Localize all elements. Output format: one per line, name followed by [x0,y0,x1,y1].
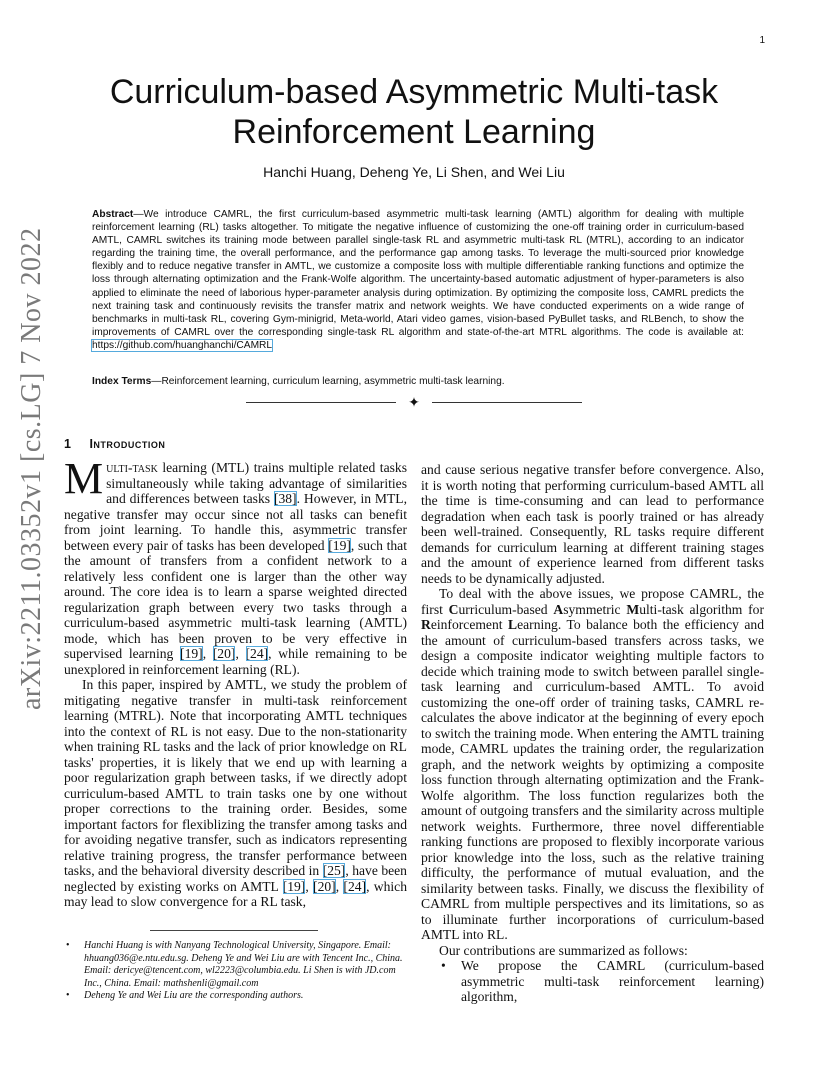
footnotes [64,940,407,1003]
code-link[interactable]: https://github.com/huanghanchi/CAMRL [92,339,273,351]
text-span: , have been neglected by existing works on AMTL [64,863,407,894]
section-title: Introduction [89,437,166,451]
author-list: Hanchi Huang, Deheng Ye, Li Shen, and Wei Liu [263,164,565,180]
intro-paragraph-3: and cause serious negative transfer before convergence. Also, it is worth noting that performing curriculum-based AMTL all the time is time-consuming and can lead to performance degradation when each task is poorly trained or has already been well-trained. Consequently, RL tasks require different demands for curriculum learning at different training stages and the amount of experience learned from different tasks needs to be dynamically adjusted. [421,462,764,586]
citation-link[interactable]: [19] [180,646,203,661]
text-span: . However, in MTL, negative transfer may occur since not all tasks can benefit from joint learning. To handle this, asymmetric transfer between every pair of tasks has been developed [64,491,408,553]
contribution-item: • We propose the CAMRL (curriculum-based asymmetric multi-task reinforcement learning) algorithm, [461,958,764,1005]
acronym-letter: L [508,617,518,632]
intro-paragraph-2: In this paper, inspired by AMTL, we study the problem of mitigating negative transfer in multi-task reinforcement learning (MTRL). Note that incorporating AMTL techniques into the context of RL is not easy. Due to the non-stationarity when training RL tasks and the lack of prior knowledge on RL tasks' properties, it is likely that we end up with learning a poor regularization graph between tasks, if we directly adopt curriculum-based AMTL to train tasks one by one without proper corrections to the training order. Besides, some important factors for flexiblizing the transfer among tasks and for avoiding negative transfer, such as indicators representing relative training progress, the transfer performance between tasks, and the behavioral diversity described in [25], have been neglected by existing works on AMTL [19], [20], [24], which may lead to slow convergence for a RL task, [64,677,408,909]
acronym-letter: C [448,601,459,617]
citation-link[interactable]: [19] [328,537,351,553]
footnote-item: • Deheng Ye and Wei Liu are the corresponding authors. [84,990,407,1003]
text-span: earning. To balance both the efficiency and the amount of curriculum-based transfers across tasks, we design a composite indicator weighting multiple factors to decide which training mode to switch between parallel single-task learning and curriculum-based AMTL. To avoid customizing the one-off order of training tasks, CAMRL re-calculates the above indicator at the beginning of every epoch to switch the training mode. When entering the AMTL training mode, CAMRL updates the training order, the regularization graph, and the network weights by optimizing a composite loss function through alternating optimization and the Frank-Wolfe algorithm. The loss function regularizes both the amount of outgoing transfers and the similarity across multiple network weights. Furthermore, three novel differentiable ranking functions are proposed to flexibly incorporate various prior knowledge into the loss, such as the relative training difficulty, the performance of mutual evaluation, and the similarity between tasks. Finally, we discuss the flexibility of CAMRL from multiple perspectives and its limitations, so as to illuminate further incorporations of curriculum-based AMTL into RL. [421,617,765,942]
acronym-letter: R [421,617,431,632]
text-span: In this paper, inspired by AMTL, we study the problem of mitigating negative transfer in multi-task reinforcement learning (MTRL). Note that incorporating AMTL techniques into the context of RL is not easy. Due to the non-stationarity when training RL tasks and the lack of prior knowledge on RL tasks' properties, it is likely that we end up with learning a poor regularization graph between tasks, if we directly adopt curriculum-based AMTL to train tasks one by one without proper corrections to the training order. Besides, some important factors for flexiblizing the transfer among tasks and for avoiding negative transfer, such as indicators representing relative training progress, the transfer performance between tasks, and the behavioral diversity described in [64,677,407,878]
contribution-list [421,958,764,1005]
intro-paragraph-5: Our contributions are summarized as follows: [439,942,688,958]
divider-diamond-icon: ✦ [408,396,420,411]
title-line-2: Reinforcement Learning [232,113,596,151]
intro-paragraph-4 [421,586,764,943]
citation-link[interactable]: [19] [282,878,306,894]
arxiv-identifier: arXiv:2211.03352v1 [cs.LG] 7 Nov 2022 [16,227,47,710]
text-span: , such that the amount of transfers from a confident network to a relatively less confident one is larger than the other way around. The core idea is to learn a sparse weighted directed regularization graph between every two tasks through a curriculum-based asymmetric multi-task learning (AMTL) mode, which has been proven to be very effective in supervised learning [64,537,407,661]
text-span: einforcement [430,617,509,632]
citation-link[interactable]: [25] [322,863,346,878]
section-number: 1 [64,437,72,451]
section-heading [64,437,165,451]
abstract-label: Abstract [92,209,134,220]
smallcaps-lead: ulti-task [106,460,158,475]
index-terms-text: —Reinforcement learning, curriculum learning, asymmetric multi-task learning. [151,376,505,387]
text-span: urriculum-based [458,601,554,617]
text-span: ulti-task algorithm for [639,601,764,617]
paper-title [80,72,748,152]
acronym-letter: A [553,601,564,617]
left-column [64,454,408,910]
index-terms-label: Index Terms [92,376,152,387]
page-number: 1 [759,35,765,46]
intro-paragraph-1: Multi-task learning (MTL) trains multiple related tasks simultaneously while taking advantage of similarities and differences between tasks [38]. However, in MTL, negative transfer may occur since not all tasks can benefit from joint learning. To handle this, asymmetric transfer between every pair of tasks has been developed [19], such that the amount of transfers from a confident network to a relatively less confident one is larger than the other way around. The core idea is to learn a sparse weighted directed regularization graph between every two tasks through a curriculum-based asymmetric multi-task learning (AMTL) mode, which has been proven to be very effective in supervised learning [19], [20], [24], while remaining to be unexplored in reinforcement learning (RL). [64,454,408,677]
text-span: learning (MTL) trains multiple related tasks simultaneously while taking advantage of similarities and differences between tasks [106,460,407,506]
text-span: symmetric [563,601,627,617]
footnote-rule [150,930,318,931]
section-divider [246,396,582,412]
text-span: , while remaining to be unexplored in reinforcement learning (RL). [64,646,407,677]
title-line-1: Curriculum-based Asymmetric Multi-task [109,73,719,111]
citation-link[interactable]: [20] [313,878,336,894]
acronym-letter: M [626,601,640,617]
citation-link[interactable]: [38] [273,491,297,506]
right-column [421,462,764,1005]
index-terms [92,376,744,387]
citation-link[interactable]: [20] [212,646,236,661]
citation-link[interactable]: [24] [343,878,367,894]
abstract [92,208,744,352]
footnote-item: • Hanchi Huang is with Nanyang Technological University, Singapore. Email: hhuang036@e.ntu.edu.sg. Deheng Ye and Wei Liu are with Tencent Inc., China. Email: dericye@tencent.com, wl2223@columbia.edu. Li Shen is with JD.com Inc., China. Email: mathshenli@gmail.com [84,940,407,990]
drop-cap: M [64,454,104,503]
abstract-text: —We introduce CAMRL, the first curriculum-based asymmetric multi-task learning (AMTL) algorithm for dealing with multiple reinforcement learning (RL) tasks altogether. To mitigate the negative influence of customizing the one-off training order in curriculum-based AMTL, CAMRL switches its training mode between parallel single-task RL and asymmetric multi-task RL (MTRL), according to an indicator regarding the training time, the overall performance, and the performance gap among tasks. To leverage the multi-sourced prior knowledge flexibly and to reduce negative transfer in AMTL, we customize a composite loss with multiple differentiable ranking functions and optimize the loss through alternating optimization and the Frank-Wolfe algorithm. The uncertainty-based automatic adjustment of hyper-parameters is also applied to eliminate the need of laborious hyper-parameter analysis during optimization. By optimizing the composite loss, CAMRL predicts the next training task and continuously revisits the transfer matrix and network weights. We have conducted experiments on a wide range of benchmarks in multi-task RL, covering Gym-minigrid, Meta-world, Atari video games, vision-based PyBullet tasks, and RLBench, to show the improvements of CAMRL over the corresponding single-task RL algorithm and state-of-the-art MTRL algorithms. The code is available at: [92,209,744,338]
text-span: To deal with the above issues, we propose CAMRL, the first [421,586,764,617]
citation-link[interactable]: [24] [245,646,269,661]
text-span: , which may lead to slow convergence for a RL task, [64,878,408,909]
